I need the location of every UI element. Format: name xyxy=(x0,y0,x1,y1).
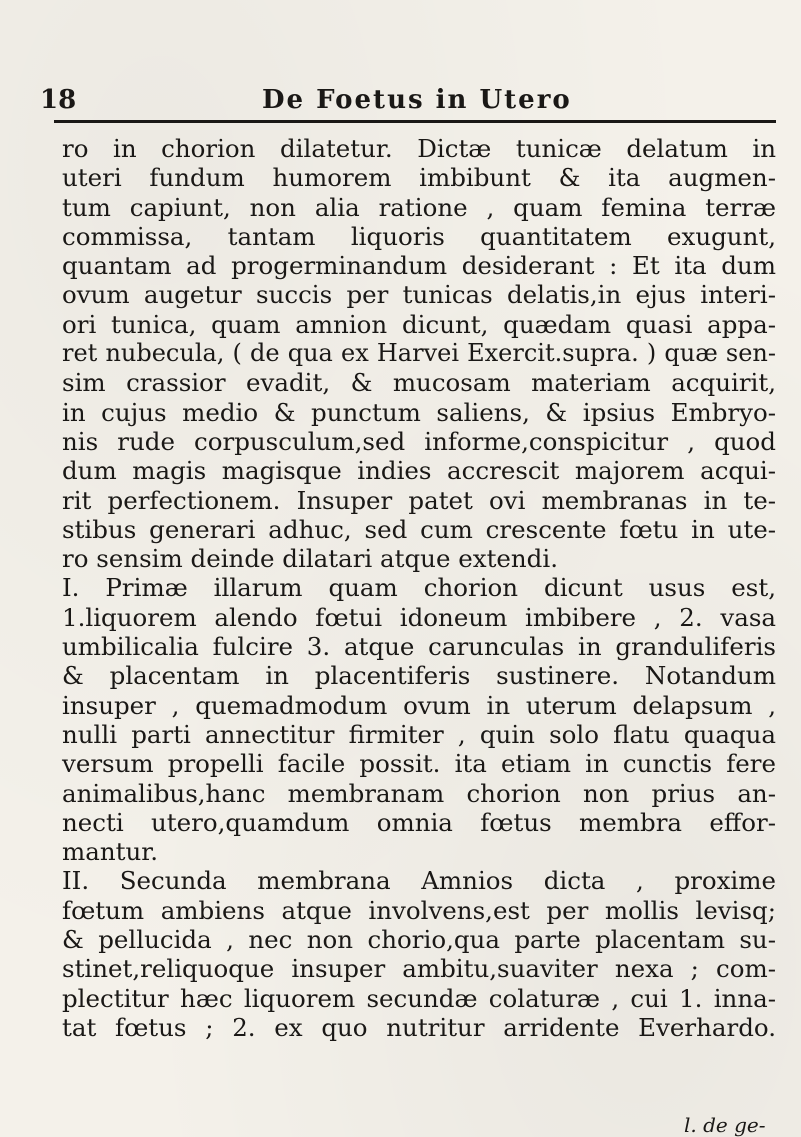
text-line: II. Secunda membrana Amnios dicta , proxime xyxy=(62,866,776,896)
text-line: tat fœtus ; 2. ex quo nutritur arridente Everhardo. xyxy=(62,1012,776,1042)
text-line: & placentam in placentiferis sustinere. Notandum xyxy=(62,661,776,691)
text-line: ovum augetur succis per tunicas delatis,in ejus interi- xyxy=(62,280,776,310)
text-line: plectitur hæc liquorem secundæ colaturæ , cui 1. inna- xyxy=(62,983,776,1013)
text-line: rit perfectionem. Insuper patet ovi membranas in te- xyxy=(62,485,776,515)
text-line: ro sensim deinde dilatari atque extendi. xyxy=(62,544,558,574)
text-line: ro in chorion dilatetur. Dictæ tunicæ delatum in xyxy=(62,134,776,163)
catchword: l. de ge- xyxy=(684,1113,766,1137)
text-line: versum propelli facile possit. ita etiam in cunctis fere xyxy=(62,749,776,779)
running-head: De Foetus in Utero xyxy=(262,85,572,115)
text-line: & pellucida , nec non chorio,qua parte placentam su- xyxy=(62,925,776,955)
text-line: commissa, tantam liquoris quantitatem exugunt, xyxy=(62,221,776,251)
body-text xyxy=(62,134,776,1042)
text-line: nulli parti annectitur firmiter , quin solo flatu quaqua xyxy=(62,719,776,749)
text-line: quantam ad progerminandum desiderant : Et ita dum xyxy=(62,251,776,281)
page-header xyxy=(40,84,770,124)
text-line: uteri fundum humorem imbibunt & ita augmen- xyxy=(62,163,776,193)
page-number: 18 xyxy=(40,85,77,115)
text-line: stibus generari adhuc, sed cum crescente fœtu in ute- xyxy=(62,514,776,544)
text-line: stinet,reliquoque insuper ambitu,suaviter nexa ; com- xyxy=(62,954,776,984)
text-line: ret nubecula, ( de qua ex Harvei Exercit.supra. ) quæ sen- xyxy=(62,339,776,368)
text-line: in cujus medio & punctum saliens, & ipsius Embryo- xyxy=(62,397,776,427)
text-line: fœtum ambiens atque involvens,est per mollis levisq; xyxy=(62,895,776,925)
text-line: insuper , quemadmodum ovum in uterum delapsum , xyxy=(62,690,776,720)
header-rule xyxy=(54,120,776,123)
text-line: mantur. xyxy=(62,837,159,867)
text-line: I. Primæ illarum quam chorion dicunt usus est, xyxy=(62,573,776,603)
text-line: sim crassior evadit, & mucosam materiam acquirit, xyxy=(62,368,776,398)
text-line: 1.liquorem alendo fœtui idoneum imbibere , 2. vasa xyxy=(62,602,776,632)
text-line: ori tunica, quam amnion dicunt, quædam quasi appa- xyxy=(62,309,776,339)
text-line: tum capiunt, non alia ratione , quam femina terræ xyxy=(62,192,776,222)
text-line: dum magis magisque indies accrescit majorem acqui- xyxy=(62,456,776,486)
text-line: nis rude corpusculum,sed informe,conspicitur , quod xyxy=(62,426,776,456)
text-line: umbilicalia fulcire 3. atque carunculas in granduliferis xyxy=(62,632,776,662)
text-line: necti utero,quamdum omnia fœtus membra effor- xyxy=(62,807,776,837)
text-line: animalibus,hanc membranam chorion non prius an- xyxy=(62,778,776,808)
